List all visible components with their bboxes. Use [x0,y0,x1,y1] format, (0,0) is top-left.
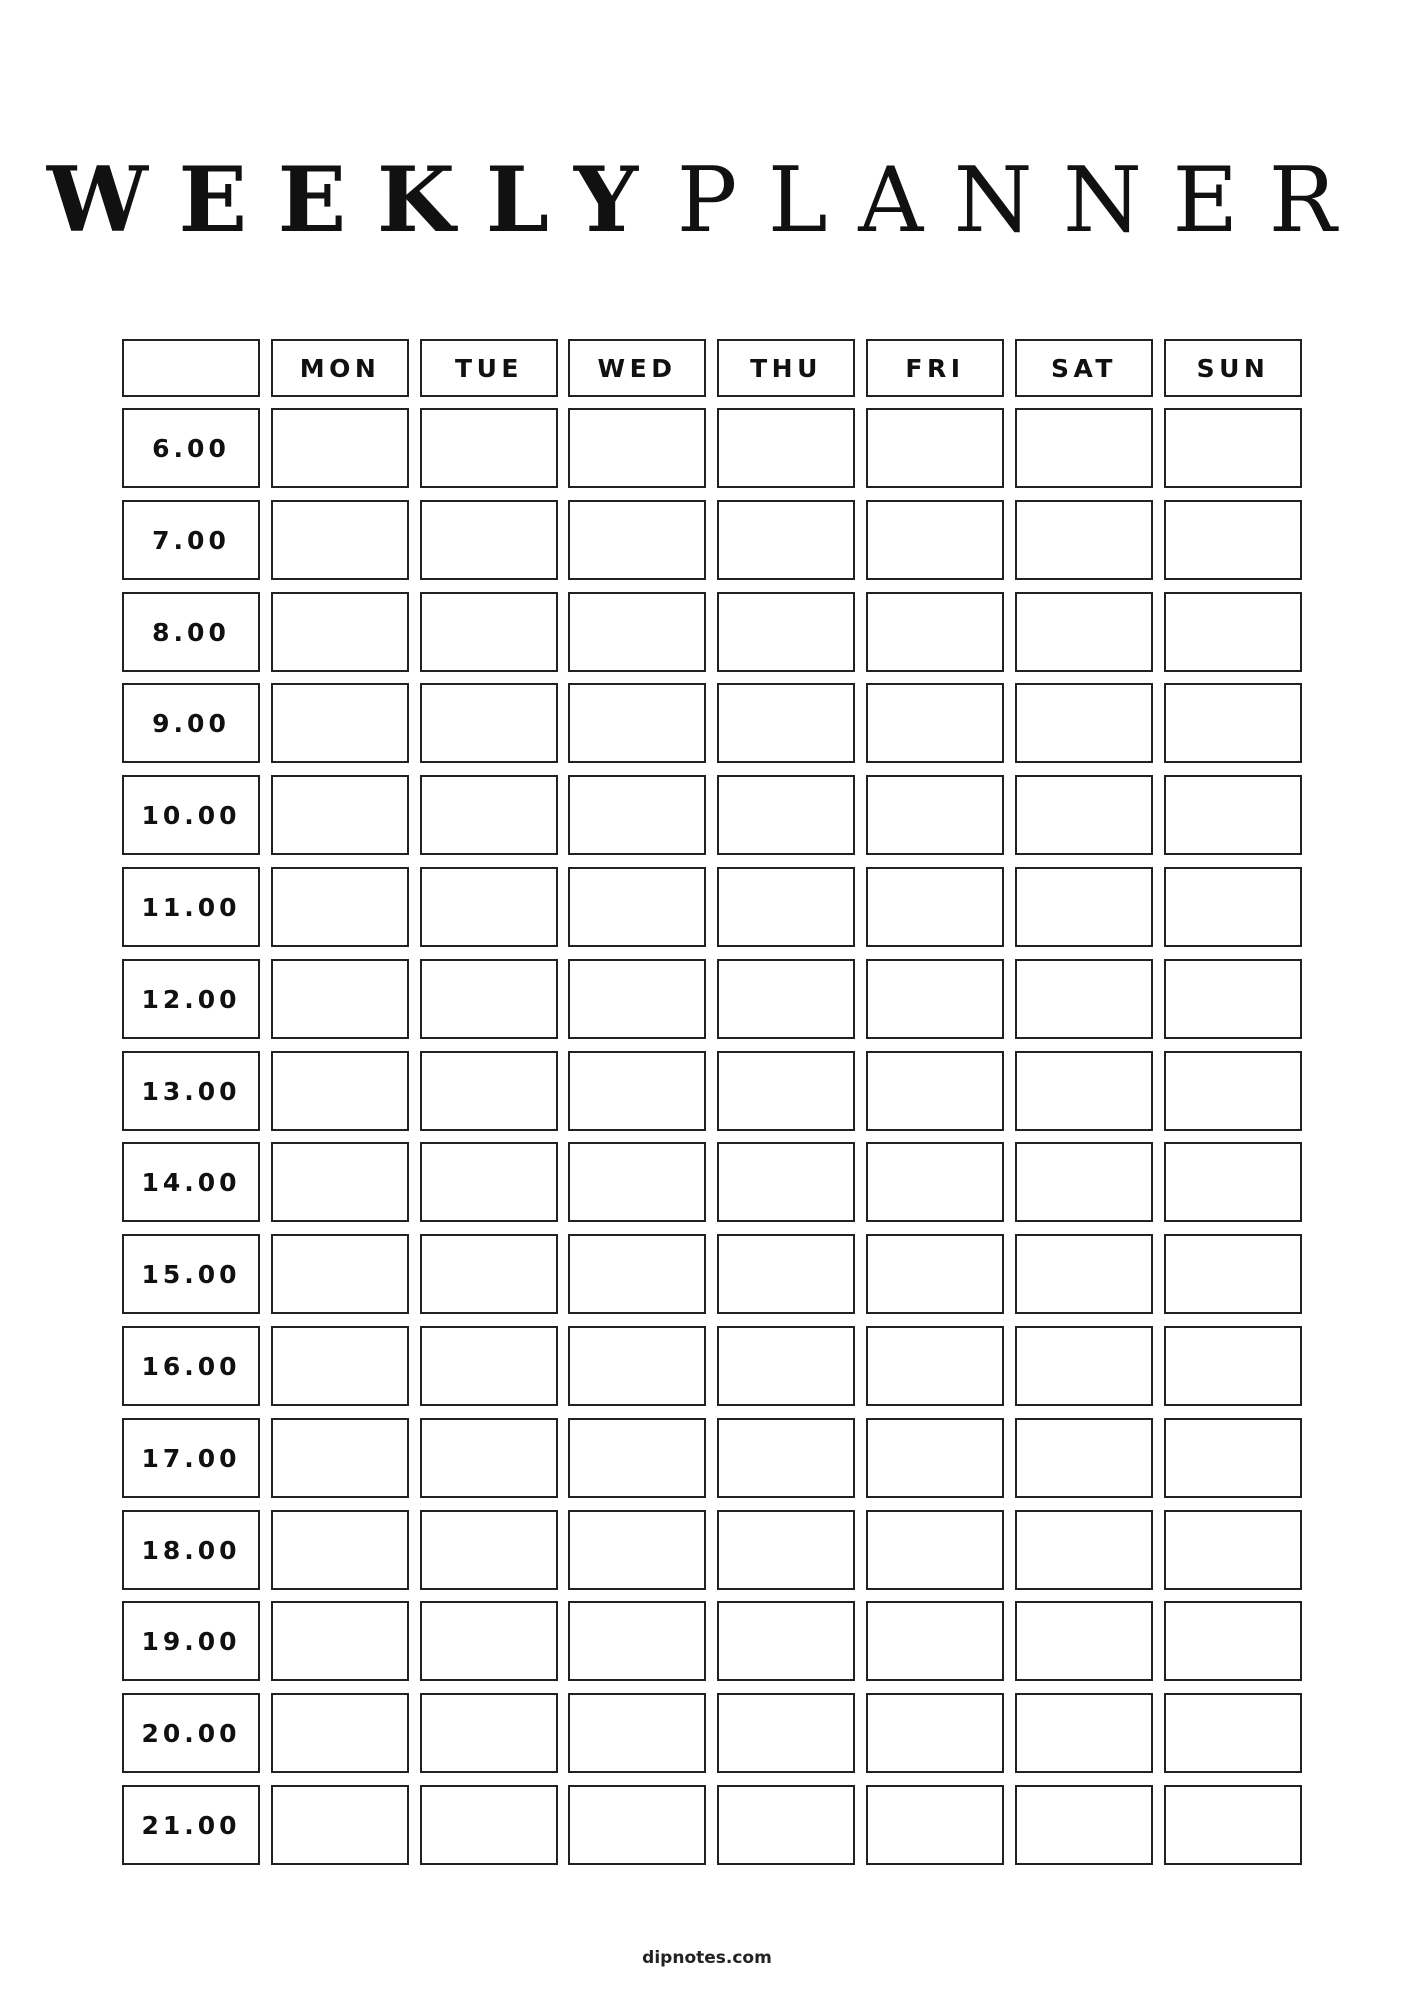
time-label-cell: 10.00 [122,775,260,855]
slot-sun-19.00[interactable] [1164,1601,1302,1681]
day-header-tue: TUE [420,339,558,397]
slot-sat-7.00[interactable] [1015,500,1153,580]
slot-wed-13.00[interactable] [568,1051,706,1131]
slot-wed-18.00[interactable] [568,1510,706,1590]
slot-sat-6.00[interactable] [1015,408,1153,488]
slot-fri-21.00[interactable] [866,1785,1004,1865]
slot-wed-14.00[interactable] [568,1142,706,1222]
slot-sun-15.00[interactable] [1164,1234,1302,1314]
slot-wed-20.00[interactable] [568,1693,706,1773]
day-header-sat: SAT [1015,339,1153,397]
slot-sat-19.00[interactable] [1015,1601,1153,1681]
slot-tue-19.00[interactable] [420,1601,558,1681]
slot-tue-17.00[interactable] [420,1418,558,1498]
slot-mon-14.00[interactable] [271,1142,409,1222]
slot-fri-19.00[interactable] [866,1601,1004,1681]
slot-wed-8.00[interactable] [568,592,706,672]
slot-sun-17.00[interactable] [1164,1418,1302,1498]
slot-thu-17.00[interactable] [717,1418,855,1498]
slot-mon-9.00[interactable] [271,683,409,763]
slot-sat-20.00[interactable] [1015,1693,1153,1773]
slot-fri-9.00[interactable] [866,683,1004,763]
time-label-cell: 9.00 [122,683,260,763]
slot-fri-10.00[interactable] [866,775,1004,855]
time-label-cell: 7.00 [122,500,260,580]
slot-mon-19.00[interactable] [271,1601,409,1681]
slot-wed-21.00[interactable] [568,1785,706,1865]
slot-tue-16.00[interactable] [420,1326,558,1406]
time-label-cell: 13.00 [122,1051,260,1131]
slot-thu-14.00[interactable] [717,1142,855,1222]
slot-thu-15.00[interactable] [717,1234,855,1314]
slot-sat-21.00[interactable] [1015,1785,1153,1865]
slot-sun-7.00[interactable] [1164,500,1302,580]
slot-fri-17.00[interactable] [866,1418,1004,1498]
slot-thu-7.00[interactable] [717,500,855,580]
time-label-cell: 6.00 [122,408,260,488]
slot-wed-19.00[interactable] [568,1601,706,1681]
slot-fri-16.00[interactable] [866,1326,1004,1406]
time-label-cell: 14.00 [122,1142,260,1222]
slot-sun-18.00[interactable] [1164,1510,1302,1590]
time-label-cell: 21.00 [122,1785,260,1865]
slot-tue-15.00[interactable] [420,1234,558,1314]
slot-sat-12.00[interactable] [1015,959,1153,1039]
slot-tue-10.00[interactable] [420,775,558,855]
slot-mon-20.00[interactable] [271,1693,409,1773]
slot-sat-10.00[interactable] [1015,775,1153,855]
slot-wed-17.00[interactable] [568,1418,706,1498]
slot-sat-16.00[interactable] [1015,1326,1153,1406]
slot-wed-9.00[interactable] [568,683,706,763]
slot-sat-14.00[interactable] [1015,1142,1153,1222]
slot-sun-6.00[interactable] [1164,408,1302,488]
slot-wed-6.00[interactable] [568,408,706,488]
slot-tue-6.00[interactable] [420,408,558,488]
slot-thu-11.00[interactable] [717,867,855,947]
slot-mon-10.00[interactable] [271,775,409,855]
slot-sat-9.00[interactable] [1015,683,1153,763]
slot-wed-10.00[interactable] [568,775,706,855]
slot-sat-17.00[interactable] [1015,1418,1153,1498]
slot-tue-11.00[interactable] [420,867,558,947]
slot-mon-7.00[interactable] [271,500,409,580]
slot-fri-14.00[interactable] [866,1142,1004,1222]
time-label-cell: 8.00 [122,592,260,672]
day-header-wed: WED [568,339,706,397]
slot-thu-12.00[interactable] [717,959,855,1039]
time-label-cell: 11.00 [122,867,260,947]
slot-mon-11.00[interactable] [271,867,409,947]
slot-fri-7.00[interactable] [866,500,1004,580]
slot-fri-18.00[interactable] [866,1510,1004,1590]
slot-wed-12.00[interactable] [568,959,706,1039]
slot-thu-21.00[interactable] [717,1785,855,1865]
slot-thu-6.00[interactable] [717,408,855,488]
page-title [0,145,1414,256]
slot-sat-18.00[interactable] [1015,1510,1153,1590]
slot-mon-21.00[interactable] [271,1785,409,1865]
slot-wed-15.00[interactable] [568,1234,706,1314]
header-corner-cell [122,339,260,397]
slot-fri-15.00[interactable] [866,1234,1004,1314]
slot-mon-6.00[interactable] [271,408,409,488]
slot-tue-14.00[interactable] [420,1142,558,1222]
slot-fri-11.00[interactable] [866,867,1004,947]
slot-fri-20.00[interactable] [866,1693,1004,1773]
slot-mon-12.00[interactable] [271,959,409,1039]
slot-fri-8.00[interactable] [866,592,1004,672]
slot-wed-7.00[interactable] [568,500,706,580]
slot-tue-20.00[interactable] [420,1693,558,1773]
slot-sun-13.00[interactable] [1164,1051,1302,1131]
slot-tue-21.00[interactable] [420,1785,558,1865]
slot-sun-14.00[interactable] [1164,1142,1302,1222]
slot-tue-18.00[interactable] [420,1510,558,1590]
slot-mon-13.00[interactable] [271,1051,409,1131]
title-planner: PLANNER [676,148,1368,253]
day-header-mon: MON [271,339,409,397]
slot-sun-20.00[interactable] [1164,1693,1302,1773]
slot-thu-8.00[interactable] [717,592,855,672]
time-label-cell: 19.00 [122,1601,260,1681]
day-header-thu: THU [717,339,855,397]
slot-tue-7.00[interactable] [420,500,558,580]
time-label-cell: 20.00 [122,1693,260,1773]
slot-tue-13.00[interactable] [420,1051,558,1131]
slot-thu-20.00[interactable] [717,1693,855,1773]
slot-thu-19.00[interactable] [717,1601,855,1681]
slot-mon-8.00[interactable] [271,592,409,672]
time-label-cell: 12.00 [122,959,260,1039]
slot-sun-16.00[interactable] [1164,1326,1302,1406]
slot-sun-10.00[interactable] [1164,775,1302,855]
slot-thu-18.00[interactable] [717,1510,855,1590]
slot-sat-15.00[interactable] [1015,1234,1153,1314]
slot-tue-9.00[interactable] [420,683,558,763]
slot-tue-12.00[interactable] [420,959,558,1039]
slot-thu-16.00[interactable] [717,1326,855,1406]
time-label-cell: 17.00 [122,1418,260,1498]
slot-tue-8.00[interactable] [420,592,558,672]
slot-mon-15.00[interactable] [271,1234,409,1314]
slot-fri-12.00[interactable] [866,959,1004,1039]
slot-sat-13.00[interactable] [1015,1051,1153,1131]
time-label-cell: 16.00 [122,1326,260,1406]
slot-wed-16.00[interactable] [568,1326,706,1406]
day-header-sun: SUN [1164,339,1302,397]
slot-wed-11.00[interactable] [568,867,706,947]
slot-mon-16.00[interactable] [271,1326,409,1406]
slot-sat-11.00[interactable] [1015,867,1153,947]
footer-website: dipnotes.com [642,1948,772,1968]
time-label-cell: 18.00 [122,1510,260,1590]
slot-mon-17.00[interactable] [271,1418,409,1498]
slot-thu-9.00[interactable] [717,683,855,763]
slot-sun-12.00[interactable] [1164,959,1302,1039]
slot-sat-8.00[interactable] [1015,592,1153,672]
slot-thu-10.00[interactable] [717,775,855,855]
title-weekly: WEEKLY [46,147,669,253]
slot-thu-13.00[interactable] [717,1051,855,1131]
slot-sun-21.00[interactable] [1164,1785,1302,1865]
slot-fri-6.00[interactable] [866,408,1004,488]
slot-sun-11.00[interactable] [1164,867,1302,947]
time-label-cell: 15.00 [122,1234,260,1314]
slot-mon-18.00[interactable] [271,1510,409,1590]
day-header-fri: FRI [866,339,1004,397]
slot-sun-9.00[interactable] [1164,683,1302,763]
slot-sun-8.00[interactable] [1164,592,1302,672]
slot-fri-13.00[interactable] [866,1051,1004,1131]
